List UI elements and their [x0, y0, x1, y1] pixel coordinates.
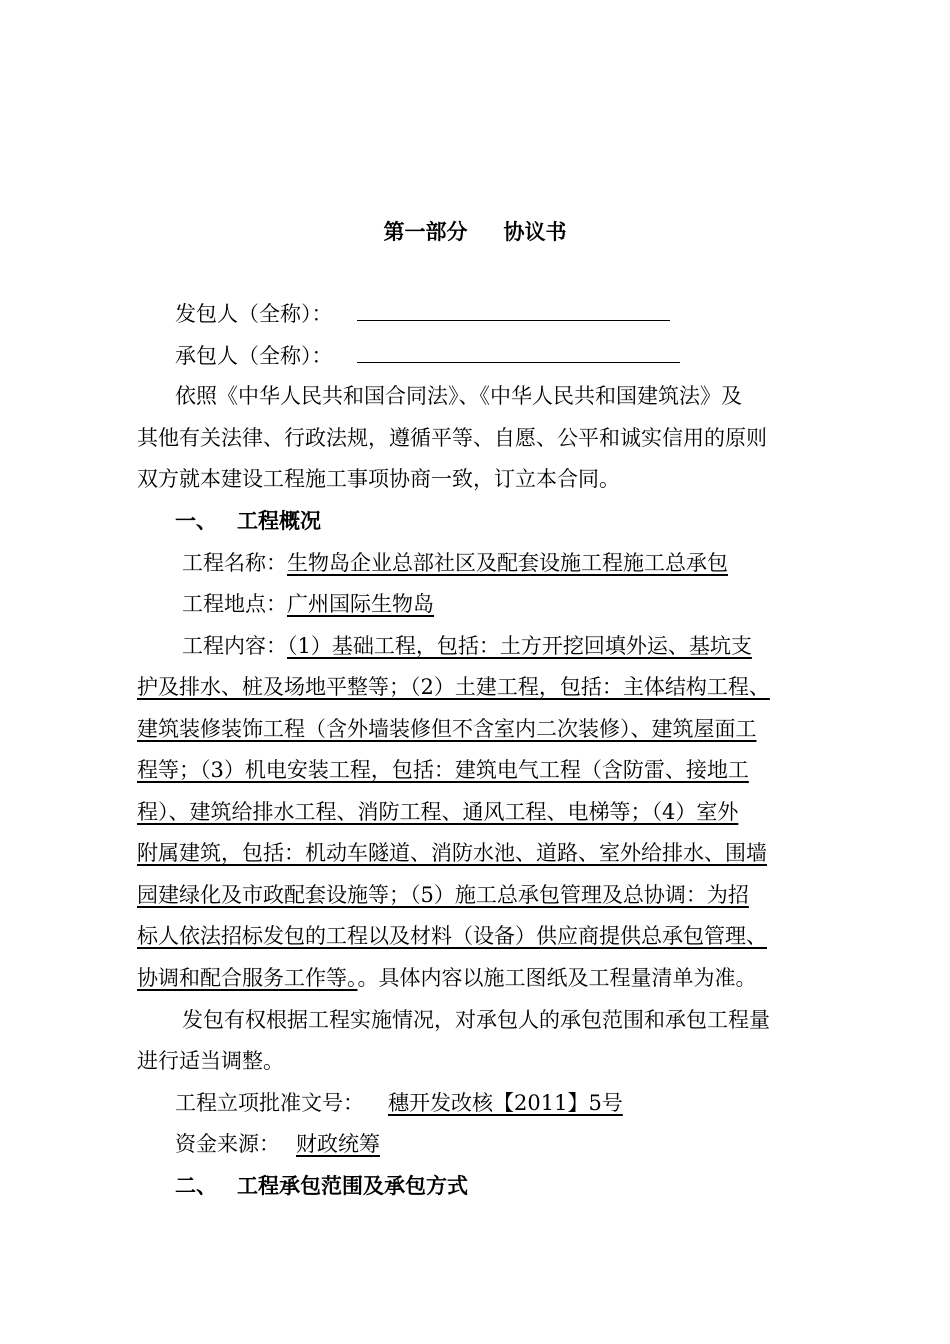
project-content-line-3: 建筑装修装饰工程（含外墙装修但不含室内二次装修）、建筑屋面工 — [137, 717, 757, 741]
approval-label: 工程立项批准文号： — [175, 1091, 364, 1115]
fund-value: 财政统筹 — [296, 1132, 380, 1156]
approval-row — [175, 1088, 637, 1118]
section-2-title: 工程承包范围及承包方式 — [237, 1174, 468, 1198]
fund-row — [175, 1129, 390, 1159]
project-location-row — [182, 589, 434, 619]
project-content-line-4-row — [137, 755, 749, 785]
project-content-line-5: 程）、建筑给排水工程、消防工程、通风工程、电梯等；（4）室外 — [137, 800, 739, 824]
project-content-line-9: 协调和配合服务工作等。 — [137, 966, 358, 990]
contractor-blank[interactable] — [357, 340, 680, 363]
intro-line-3: 双方就本建设工程施工事项协商一致，订立本合同。 — [137, 467, 620, 491]
project-content-line-2-row — [137, 672, 770, 702]
intro-line-2: 其他有关法律、行政法规，遵循平等、自愿、公平和诚实信用的原则 — [137, 426, 767, 450]
project-location-label: 工程地点： — [182, 592, 287, 616]
project-content-line-3-row — [137, 714, 757, 744]
project-content-line-8-row — [137, 921, 767, 951]
project-content-line-7: 园建绿化及市政配套设施等；（5）施工总承包管理及总协调：为招 — [137, 883, 749, 907]
adjust-line-2: 进行适当调整。 — [137, 1049, 284, 1073]
project-name-value: 生物岛企业总部社区及配套设施工程施工总承包 — [287, 551, 728, 575]
project-location-value: 广州国际生物岛 — [287, 592, 434, 616]
project-content-line-4: 程等；（3）机电安装工程，包括：建筑电气工程（含防雷、接地工 — [137, 758, 749, 782]
intro-line-1: 依照《中华人民共和国合同法》、《中华人民共和国建筑法》及 — [175, 384, 742, 408]
project-content-line-7-row — [137, 880, 749, 910]
section-1-heading — [175, 506, 321, 536]
project-content-line-2: 护及排水、桩及场地平整等；（2）土建工程，包括：主体结构工程、 — [137, 675, 770, 699]
employer-blank[interactable] — [357, 298, 670, 321]
title-part: 第一部分 — [383, 220, 468, 244]
project-content-line-1: （1）基础工程，包括：土方开挖回填外运、基坑支 — [287, 634, 752, 658]
project-name-label: 工程名称： — [182, 551, 287, 575]
project-name-row — [182, 548, 728, 578]
section-1-title: 工程概况 — [237, 509, 321, 533]
project-content-line-5-row — [137, 797, 738, 827]
project-content-line-6: 附属建筑，包括：机动车隧道、消防水池、道路、室外给排水、围墙 — [137, 841, 767, 865]
project-content-row — [182, 631, 752, 661]
section-2-heading — [175, 1171, 468, 1201]
section-2-number: 二、 — [175, 1174, 217, 1198]
employer-label: 发包人（全称）： — [175, 302, 333, 326]
project-content-tail: 。具体内容以施工图纸及工程量清单为准。 — [357, 966, 757, 990]
contractor-field — [175, 340, 680, 371]
title-name: 协议书 — [503, 220, 567, 244]
section-1-number: 一、 — [175, 509, 217, 533]
approval-value: 穗开发改核【2011】5号 — [388, 1091, 623, 1115]
adjust-line-1: 发包有权根据工程实施情况，对承包人的承包范围和承包工程量 — [182, 1008, 770, 1032]
project-content-line-6-row — [137, 838, 767, 868]
employer-field — [175, 298, 670, 329]
contractor-label: 承包人（全称）： — [175, 344, 333, 368]
project-content-line-9-row — [137, 963, 757, 993]
page-title — [0, 216, 950, 246]
project-content-label: 工程内容： — [182, 634, 287, 658]
project-content-line-8: 标人依法招标发包的工程以及材料（设备）供应商提供总承包管理、 — [137, 924, 767, 948]
fund-label: 资金来源： — [175, 1132, 280, 1156]
